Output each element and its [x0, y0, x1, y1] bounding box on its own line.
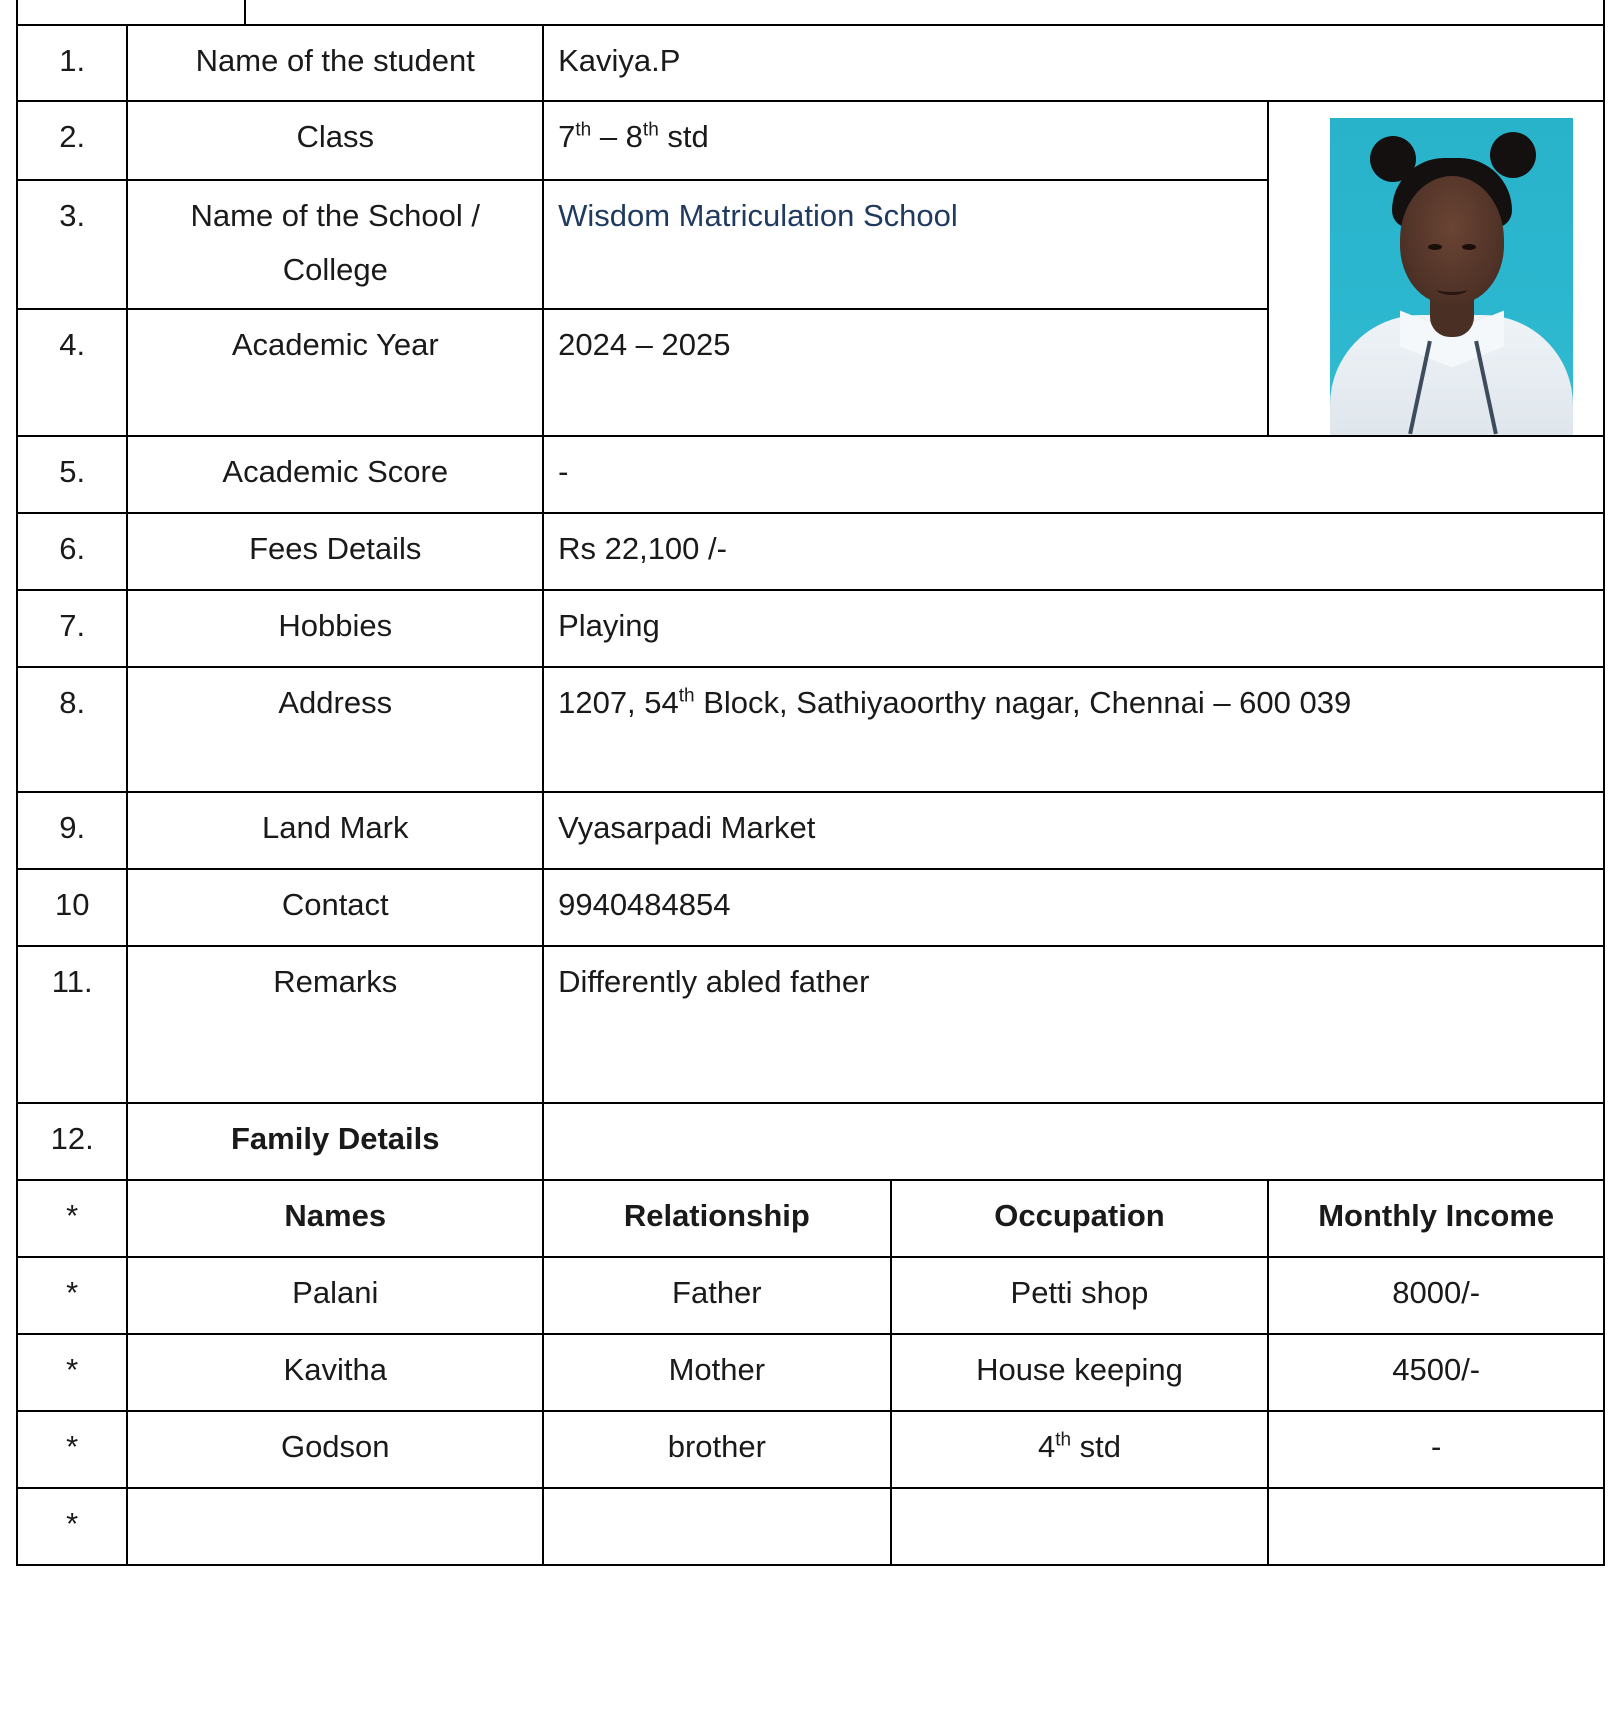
member-occupation: House keeping	[891, 1334, 1269, 1411]
row-label: Hobbies	[127, 590, 543, 667]
previous-table-stub	[16, 0, 1605, 26]
row-marker: *	[17, 1334, 127, 1411]
student-name-value: Kaviya.P	[543, 25, 1604, 101]
landmark-value: Vyasarpadi Market	[543, 792, 1604, 869]
remarks-value: Differently abled father	[543, 946, 1604, 1103]
header-names: Names	[127, 1180, 543, 1257]
header-relationship: Relationship	[543, 1180, 890, 1257]
photo-cell	[1268, 101, 1604, 436]
row-label: Contact	[127, 869, 543, 946]
member-relationship: brother	[543, 1411, 890, 1488]
class-value: 7th – 8th std	[543, 101, 1268, 180]
family-member-row	[17, 1257, 1604, 1334]
row-number: 4.	[17, 309, 127, 436]
family-empty-row	[17, 1488, 1604, 1565]
academic-score-value: -	[543, 436, 1604, 513]
member-name: Godson	[127, 1411, 543, 1488]
row-number: 11.	[17, 946, 127, 1103]
row-hobbies	[17, 590, 1604, 667]
row-label: Name of the student	[127, 25, 543, 101]
member-name: Kavitha	[127, 1334, 543, 1411]
row-marker: *	[17, 1411, 127, 1488]
row-class	[17, 101, 1604, 180]
member-income: 4500/-	[1268, 1334, 1604, 1411]
member-name: Palani	[127, 1257, 543, 1334]
contact-value: 9940484854	[543, 869, 1604, 946]
row-label: Address	[127, 667, 543, 792]
row-number: 6.	[17, 513, 127, 590]
row-student-name	[17, 25, 1604, 101]
row-contact	[17, 869, 1604, 946]
member-income: 8000/-	[1268, 1257, 1604, 1334]
row-label: Fees Details	[127, 513, 543, 590]
row-marker: *	[17, 1257, 127, 1334]
row-number: 5.	[17, 436, 127, 513]
row-label: Academic Score	[127, 436, 543, 513]
row-label: Remarks	[127, 946, 543, 1103]
academic-year-value: 2024 – 2025	[543, 309, 1268, 436]
row-number: 10	[17, 869, 127, 946]
member-occupation: 4th std	[891, 1411, 1269, 1488]
member-income: -	[1268, 1411, 1604, 1488]
row-academic-score	[17, 436, 1604, 513]
row-label: Land Mark	[127, 792, 543, 869]
header-monthly-income: Monthly Income	[1268, 1180, 1604, 1257]
address-value: 1207, 54th Block, Sathiyaoorthy nagar, Chennai – 600 039	[543, 667, 1604, 792]
row-number: 2.	[17, 101, 127, 180]
row-marker: *	[17, 1488, 127, 1565]
row-label: Academic Year	[127, 309, 543, 436]
row-remarks	[17, 946, 1604, 1103]
row-label: Name of the School / College	[127, 180, 543, 309]
previous-table-divider	[244, 0, 246, 26]
row-number: 1.	[17, 25, 127, 101]
family-details-value	[543, 1103, 1604, 1180]
hobbies-value: Playing	[543, 590, 1604, 667]
row-number: 7.	[17, 590, 127, 667]
row-fees	[17, 513, 1604, 590]
row-landmark	[17, 792, 1604, 869]
school-value: Wisdom Matriculation School	[543, 180, 1268, 309]
row-label: Class	[127, 101, 543, 180]
family-header-row	[17, 1180, 1604, 1257]
row-number: 12.	[17, 1103, 127, 1180]
member-relationship: Mother	[543, 1334, 890, 1411]
student-details-table	[16, 24, 1605, 1566]
family-member-row	[17, 1334, 1604, 1411]
row-marker: *	[17, 1180, 127, 1257]
row-number: 8.	[17, 667, 127, 792]
empty-cell	[127, 1488, 543, 1565]
fees-value: Rs 22,100 /-	[543, 513, 1604, 590]
empty-cell	[1268, 1488, 1604, 1565]
row-family-details	[17, 1103, 1604, 1180]
member-relationship: Father	[543, 1257, 890, 1334]
family-details-heading: Family Details	[127, 1103, 543, 1180]
member-occupation: Petti shop	[891, 1257, 1269, 1334]
row-number: 9.	[17, 792, 127, 869]
row-number: 3.	[17, 180, 127, 309]
family-member-row	[17, 1411, 1604, 1488]
student-photo-icon	[1330, 118, 1573, 435]
row-address	[17, 667, 1604, 792]
empty-cell	[543, 1488, 890, 1565]
header-occupation: Occupation	[891, 1180, 1269, 1257]
empty-cell	[891, 1488, 1269, 1565]
